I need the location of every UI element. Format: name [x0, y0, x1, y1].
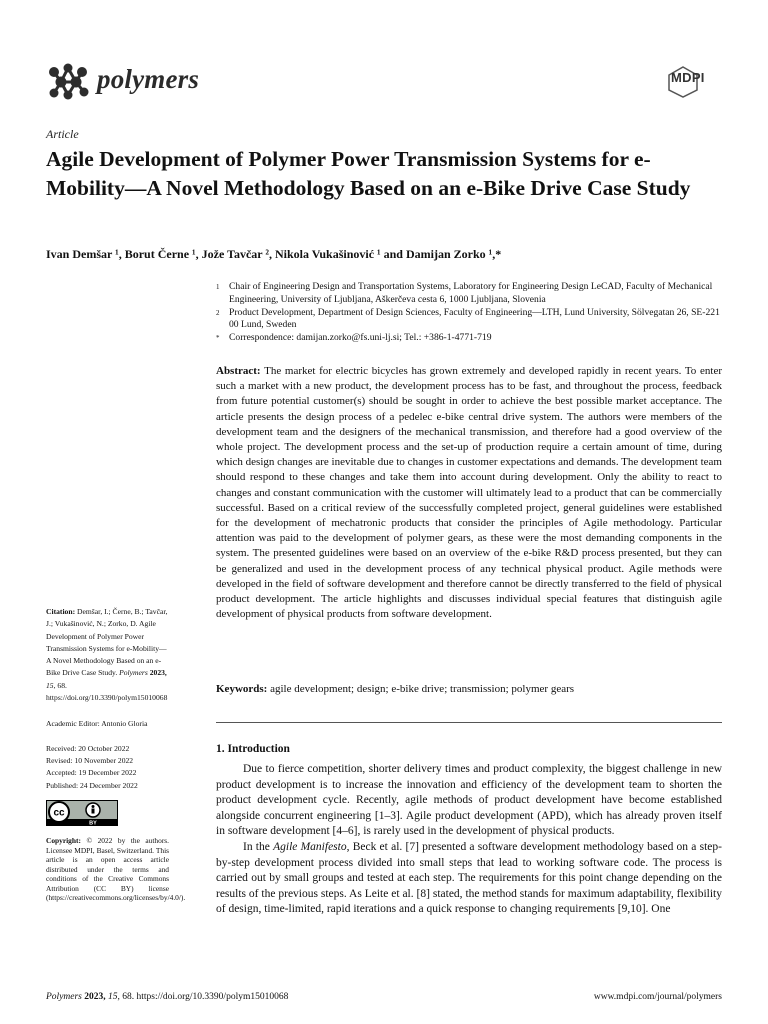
affiliation-text: Chair of Engineering Design and Transportation Systems, Laboratory for Engineering Design LeCAD, Faculty of Mechanical Engineering, University of Ljubljana, Aškerčeva cesta 6, 1000 Ljubljana, Slovenia — [229, 281, 713, 305]
author-list: Ivan Demšar ¹, Borut Černe ¹, Jože Tavčar ², Nikola Vukašinović ¹ and Damijan Zorko ¹,* — [46, 247, 502, 261]
footer-citation — [46, 992, 288, 1002]
footer-year: 2023, — [84, 992, 106, 1002]
date-published: Published: 24 December 2022 — [46, 780, 138, 790]
abstract — [216, 364, 722, 622]
footer-doi-link[interactable]: 68. https://doi.org/10.3390/polym15010068 — [122, 992, 289, 1002]
introduction-body — [216, 762, 722, 918]
footer-volume: 15, — [108, 992, 120, 1002]
paragraph-text: In the — [243, 840, 274, 853]
citation-label: Citation: — [46, 607, 76, 616]
publication-dates — [46, 743, 169, 792]
polymers-logo-icon[interactable] — [46, 62, 92, 100]
section-divider — [216, 722, 722, 723]
affiliation-marker: 1 — [216, 283, 220, 291]
citation-journal: Polymers — [119, 668, 148, 678]
affiliation-item — [216, 307, 726, 333]
affiliation-marker: * — [216, 334, 220, 343]
date-received: Received: 20 October 2022 — [46, 743, 130, 753]
by-text: BY — [89, 820, 97, 826]
paragraph — [216, 840, 722, 918]
sidebar — [46, 606, 186, 903]
citation-text: Demšar, I.; Černe, B.; Tavčar, J.; Vukašinović, N.; Zorko, D. Agile Development of Polymer Power Transmission Systems for e-Mobility—A Novel Methodology Based on an e-Bike Drive Case Study. — [46, 607, 168, 678]
citation-doi-link[interactable]: 68. https://doi.org/10.3390/polym15010068 — [46, 680, 168, 703]
citation — [46, 606, 169, 704]
academic-editor: Academic Editor: Antonio Gloria — [46, 719, 148, 729]
article-type: Article — [46, 127, 79, 141]
keywords-text: agile development; design; e-bike drive; transmission; polymer gears — [270, 683, 575, 695]
journal-name[interactable]: polymers — [97, 64, 200, 94]
section-title: 1. Introduction — [216, 743, 290, 755]
abstract-label: Abstract: — [216, 365, 261, 377]
correspondence-text[interactable]: Correspondence: damijan.zorko@fs.uni-lj.si; Tel.: +386-1-4771-719 — [229, 332, 492, 344]
article-title: Agile Development of Polymer Power Transmission Systems for e-Mobility—A Novel Methodology Based on an e-Bike Drive Case Study — [46, 147, 691, 200]
publisher-name: MDPI — [671, 70, 705, 85]
cc-by-license-icon[interactable] — [46, 800, 118, 826]
affiliation-item — [216, 281, 726, 307]
citation-volume: 15, — [46, 680, 56, 690]
copyright-label: Copyright: — [46, 836, 81, 846]
abstract-text: The market for electric bicycles has grown extremely and developed rapidly in recent years. To enter such a market with a new product, the development process has to be fast, and throughout the process, feedback from future potential customer(s) should be sought in order to achieve the best possible market acceptance. The article presents the design process of a pedelec e-bike central drive system. The authors were members of the development team and the designers of the mechanical transmission, and therefore had a good overview of the whole project. The development process and the set-up of production require a certain amount of time, during which design changes are inevitable due to changes in customer expectations and demands. The development team should respond to these changes and take them into account during development. Only the ability to react to changes and constant communication with the customer will ultimately lead to a product that can be commercially successful. Based on a critical review of the successfully completed project, general guidelines were established for the development of mechatronic products that consider the principles of Agile methodology. Particular attention was paid to the development of polymer gears, as these were the most demanding components in the system. The presented guidelines were based on an overview of the e-bike R&D process presented, but they can be generalized and used in the development process of any technical physical product. Agile methods were developed in the field of software development and therefore cannot be directly transferred to the field of physical product development. The article highlights and discusses individual special features that distinguish agile development of physical products from software development. — [216, 365, 722, 621]
footer-journal: Polymers — [46, 992, 82, 1002]
affiliation-marker: 2 — [216, 308, 220, 317]
affiliation-item — [216, 332, 726, 345]
copyright-notice — [46, 836, 186, 903]
keywords-label: Keywords: — [216, 683, 268, 695]
affiliations — [216, 281, 726, 345]
copyright-text: © 2022 by the authors. Licensee MDPI, Basel, Switzerland. This article is an open access article distributed under the terms and conditions of the Creative Commons Attribution (CC BY) license (https://creativecommons.org/licenses/by/4.0/). — [46, 836, 186, 903]
date-accepted: Accepted: 19 December 2022 — [46, 768, 137, 778]
cc-text: cc — [53, 807, 65, 819]
emphasis-text: Agile Manifesto — [273, 840, 347, 853]
affiliation-text: Product Development, Department of Design Sciences, Faculty of Engineering—LTH, Lund University, Sölvegatan 26, SE-221 00 Lund, Sweden — [229, 306, 720, 331]
date-revised: Revised: 10 November 2022 — [46, 755, 134, 765]
citation-year: 2023, — [149, 668, 167, 678]
footer-website-link[interactable]: www.mdpi.com/journal/polymers — [593, 992, 722, 1002]
paragraph: Due to fierce competition, shorter delivery times and product complexity, the biggest challenge in new product development is to increase the innovation and efficiency of the development team to shorten the product development cycle. Recently, agile methods of product development have become established alongside concurrent engineering [1–3]. Agile product development (APD), which has already proven itself in software development [4–6], is rarely used in the development of physical products. — [216, 763, 722, 838]
paragraph-text: , Beck et al. [7] presented a software development methodology based on a step-by-step development process divided into small steps that lead to working software code. The process is carried out by small groups and tested at each step. The requirements for this point change depending on the results of the previous steps. As Leite et al. [8] stated, the method stands for maximum adaptability, flexibility of design, time-limited, rapid iterations and a quick response to changing requirements [9,10]. One — [216, 840, 722, 916]
keywords — [216, 682, 722, 697]
